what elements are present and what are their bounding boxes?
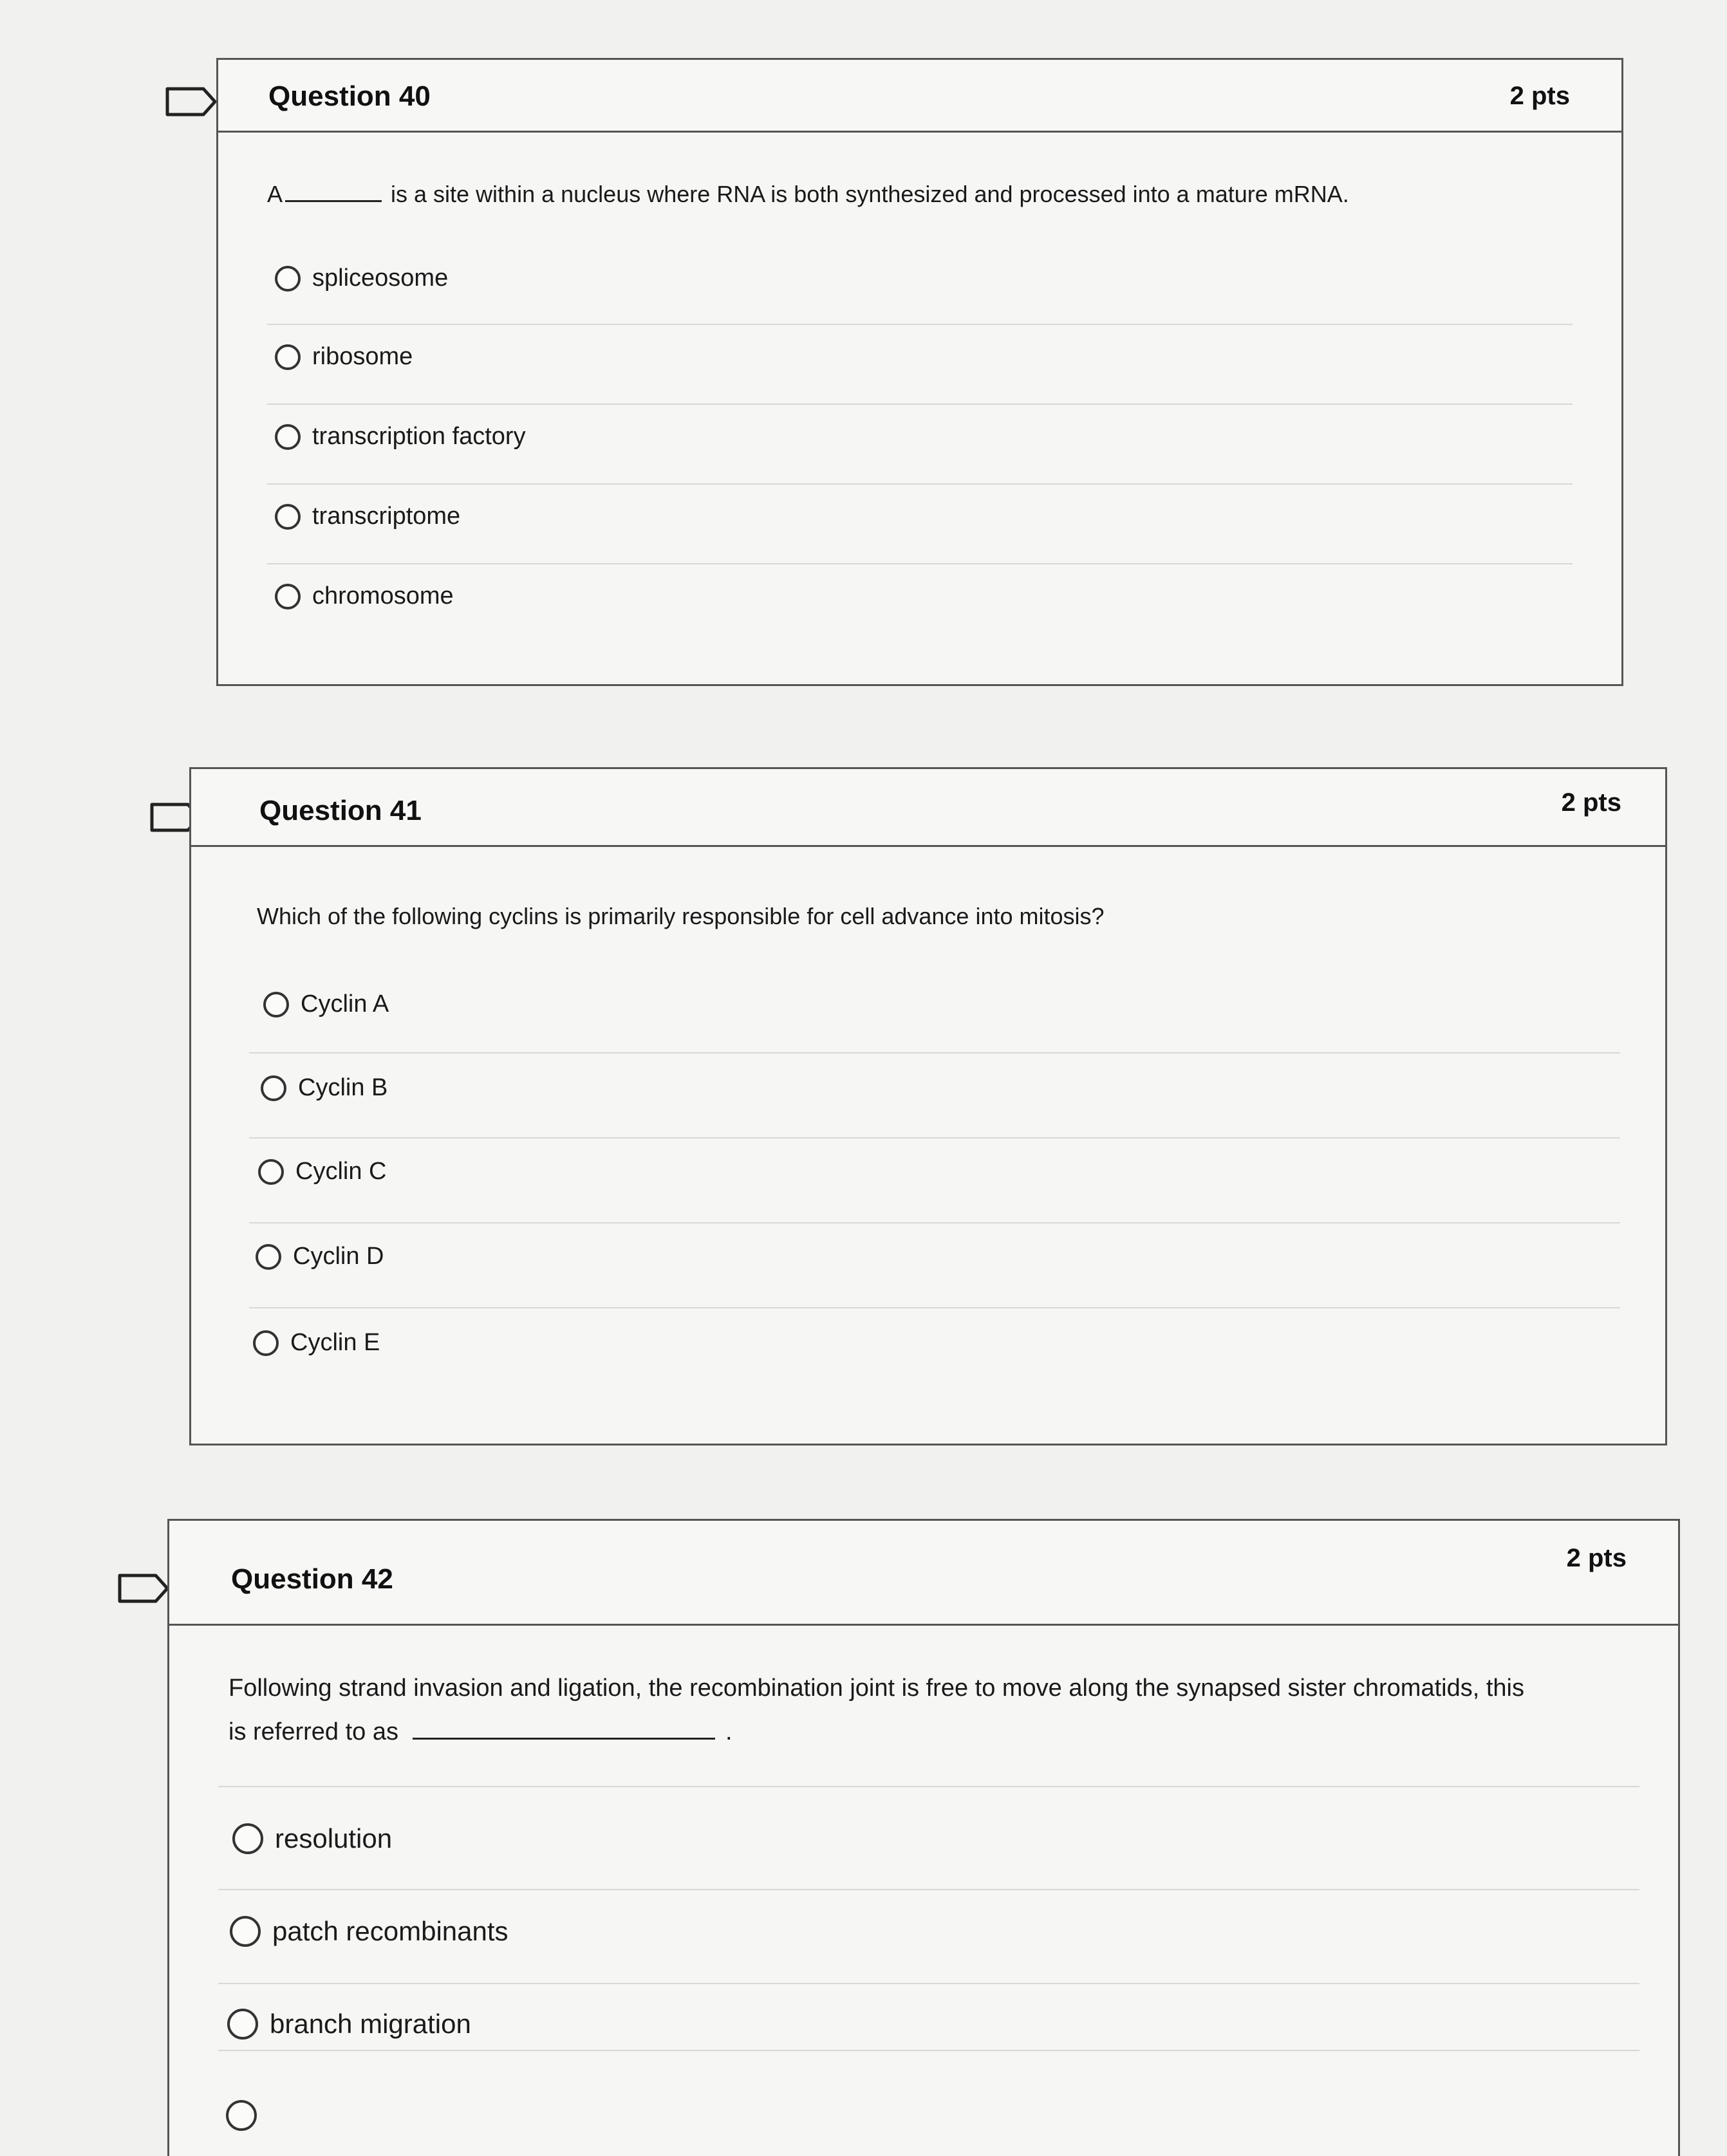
question-text-suffix: is a site within a nucleus where RNA is both synthesized and processed into a mature mRNA. (391, 181, 1349, 207)
answer-label: Cyclin E (290, 1329, 380, 1356)
question-points: 2 pts (1509, 82, 1570, 110)
question-title: Question 42 (231, 1563, 393, 1595)
answer-label: chromosome (312, 582, 454, 609)
answer-label: resolution (275, 1823, 393, 1854)
answer-label: Cyclin C (295, 1158, 387, 1185)
question-text (267, 176, 1349, 213)
question-points: 2 pts (1561, 788, 1621, 817)
question-text-line (229, 1710, 1524, 1754)
answer-divider (249, 1137, 1620, 1138)
answer-option[interactable] (263, 990, 389, 1018)
answer-option[interactable] (256, 1243, 384, 1270)
radio-button[interactable] (263, 992, 289, 1018)
question-40-card (216, 58, 1623, 686)
radio-button[interactable] (256, 1244, 281, 1270)
question-42-card (167, 1519, 1680, 2156)
question-40-header (218, 60, 1621, 133)
answer-option[interactable] (227, 2009, 471, 2040)
radio-button[interactable] (226, 2100, 257, 2131)
answer-divider (267, 563, 1573, 564)
answer-label: transcriptome (312, 503, 461, 530)
question-41-card (189, 767, 1667, 1445)
radio-button[interactable] (258, 1159, 284, 1185)
question-42-header (169, 1521, 1678, 1626)
answer-label: Cyclin D (293, 1243, 384, 1270)
question-text: Which of the following cyclins is primarily responsible for cell advance into mitosis? (257, 903, 1105, 929)
question-text (229, 1666, 1524, 1754)
answer-divider (249, 1307, 1620, 1308)
answer-divider (218, 1889, 1639, 1890)
answer-divider (267, 404, 1573, 405)
question-title: Question 40 (268, 80, 431, 112)
answer-label: Cyclin B (298, 1074, 388, 1101)
answer-option[interactable] (275, 265, 448, 292)
question-text-end: . (725, 1718, 733, 1745)
answer-label: spliceosome (312, 265, 449, 292)
answer-option[interactable] (275, 503, 460, 530)
answer-label: patch recombinants (272, 1916, 509, 1946)
answer-divider (249, 1222, 1620, 1223)
answer-option[interactable] (275, 423, 526, 451)
answer-divider (267, 324, 1573, 325)
answer-option[interactable] (261, 1074, 387, 1102)
question-text-line: Following strand invasion and ligation, the recombination joint is free to move along the synapsed sister chromatids, this (229, 1675, 1524, 1702)
answer-label: Cyclin A (301, 990, 389, 1018)
answer-option[interactable] (275, 343, 413, 371)
answer-label: branch migration (270, 2009, 471, 2039)
answer-option[interactable] (275, 582, 454, 610)
radio-button[interactable] (275, 504, 301, 530)
answer-divider (218, 1786, 1639, 1787)
answer-option[interactable] (258, 1158, 386, 1185)
question-points: 2 pts (1566, 1544, 1627, 1572)
answer-divider (249, 1052, 1620, 1054)
radio-button[interactable] (253, 1330, 279, 1356)
question-title: Question 41 (259, 795, 422, 826)
answer-option[interactable] (226, 2100, 268, 2131)
answer-divider (267, 483, 1573, 485)
radio-button[interactable] (275, 424, 301, 450)
radio-button[interactable] (230, 1916, 261, 1947)
question-text-prefix: A (267, 181, 283, 207)
answer-label: transcription factory (312, 423, 526, 450)
fill-in-blank (413, 1738, 715, 1740)
answer-option[interactable] (253, 1329, 380, 1357)
radio-button[interactable] (275, 266, 301, 292)
answer-option[interactable] (230, 1916, 509, 1947)
radio-button[interactable] (227, 2009, 258, 2040)
answer-divider (218, 1983, 1639, 1984)
answer-divider (218, 2050, 1639, 2051)
question-text-line-start: is referred to as (229, 1718, 398, 1745)
bookmark-flag-icon[interactable] (117, 1573, 171, 1604)
question-41-header (191, 769, 1665, 847)
radio-button[interactable] (232, 1823, 263, 1854)
answer-option[interactable] (232, 1823, 392, 1854)
bookmark-flag-icon[interactable] (165, 86, 219, 117)
answer-label: ribosome (312, 343, 413, 370)
fill-in-blank (285, 200, 382, 202)
radio-button[interactable] (261, 1075, 286, 1101)
radio-button[interactable] (275, 344, 301, 370)
radio-button[interactable] (275, 584, 301, 609)
